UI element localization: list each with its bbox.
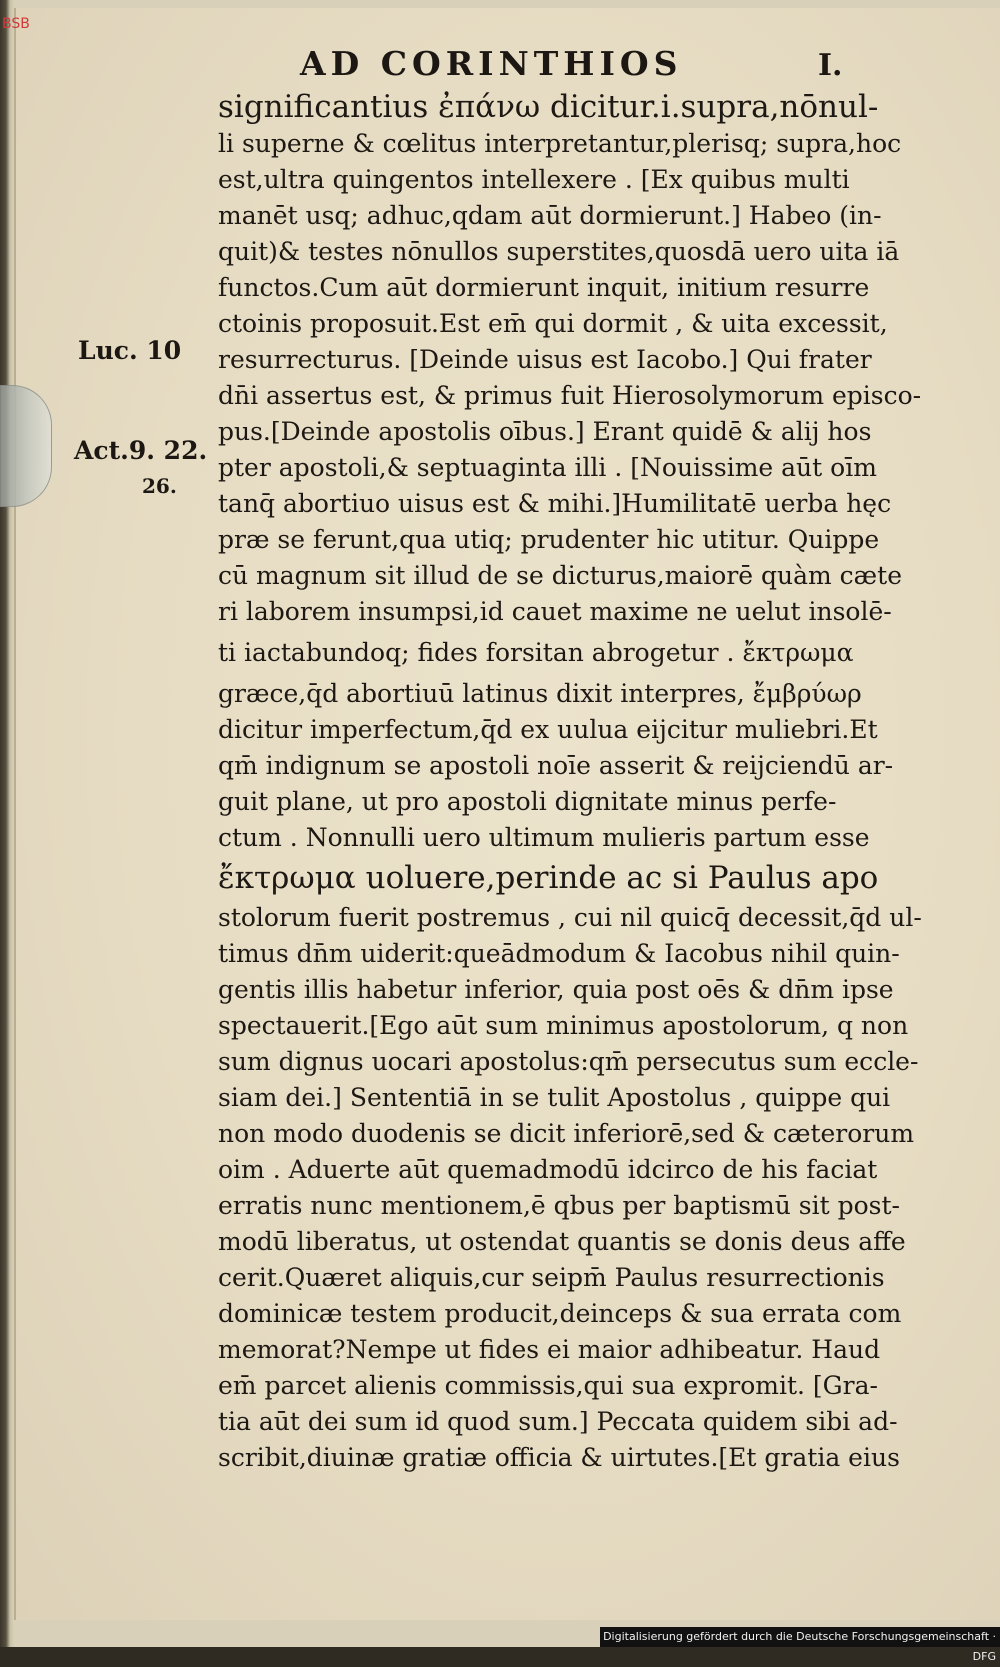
text-line: tia aūt dei sum id quod sum.] Peccata quidem sibi ad-	[218, 1407, 898, 1436]
text-line: cū magnum sit illud de se dicturus,maiorē quàm cæte	[218, 561, 903, 590]
text-line: timus dn̄m uiderit:queādmodum & Iacobus nihil quin-	[218, 939, 900, 968]
margin-note-luc: Luc. 10	[78, 336, 182, 365]
text-line: qm̄ indignum se apostoli noīe asserit & reijciendū ar-	[218, 751, 894, 780]
text-line: scribit,diuinæ gratiæ officia & uirtutes.[Et gratia eius	[218, 1443, 900, 1472]
text-line: spectauerit.[Ego aūt sum minimus apostolorum, q non	[218, 1011, 909, 1040]
library-watermark: BSB	[2, 16, 30, 32]
text-line: modū liberatus, ut ostendat quantis se donis deus affe	[218, 1227, 906, 1256]
text-line: dominicæ testem producit,deinceps & sua errata com	[218, 1299, 902, 1328]
text-line: siam dei.] Sententiā in se tulit Apostolus , quippe qui	[218, 1083, 891, 1112]
text-line: memorat?Nempe ut fides ei maior adhibeatur. Haud	[218, 1335, 881, 1364]
text-line: erratis nunc mentionem,ē qbus per baptismū sit post-	[218, 1191, 900, 1220]
text-line: græce,q̄d abortiuū latinus dixit interpres, ἔμβρύωρ	[218, 679, 862, 708]
text-line: non modo duodenis se dicit inferiorē,sed & cæterorum	[218, 1119, 915, 1148]
margin-note-act: Act.9. 22.	[74, 436, 208, 465]
text-line: oim . Aduerte aūt quemadmodū idcirco de his faciat	[218, 1155, 878, 1184]
page-clip	[0, 385, 52, 507]
text-line: dicitur imperfectum,q̄d ex uulua eijcitur muliebri.Et	[218, 715, 878, 744]
text-line: ctoinis proposuit.Est em̄ qui dormit , & uita excessit,	[218, 309, 888, 338]
margin-note-act-cont: 26.	[142, 474, 177, 498]
text-line: stolorum fuerit postremus , cui nil quicq̄ decessit,q̄d ul-	[218, 903, 922, 932]
text-line: em̄ parcet alienis commissis,qui sua expromit. [Gra-	[218, 1371, 878, 1400]
text-line: est,ultra quingentos intellexere . [Ex quibus multi	[218, 165, 850, 194]
text-line: pter apostoli,& septuaginta illi . [Nouissime aūt oīm	[218, 453, 877, 482]
running-title: AD CORINTHIOS	[300, 44, 683, 83]
text-line: ri laborem insumpsi,id cauet maxime ne uelut insolē-	[218, 597, 892, 626]
text-line: manēt usq; adhuc,qdam aūt dormierunt.] Habeo (in-	[218, 201, 882, 230]
text-line: ἔκτρωμα uoluere,perinde ac si Paulus apo	[218, 860, 879, 896]
text-line: ti iactabundoq; fides forsitan abrogetur . ἔκτρωμα	[218, 638, 854, 667]
text-line: sum dignus uocari apostolus:qm̄ persecutus sum eccle-	[218, 1047, 919, 1076]
text-line: præ se ferunt,qua utiq; prudenter hic utitur. Quippe	[218, 525, 880, 554]
text-line: tanq̄ abortiuo uisus est & mihi.]Humilitatē uerba hęc	[218, 489, 892, 518]
folio-number: I.	[818, 48, 843, 83]
text-line: dn̄i assertus est, & primus fuit Hierosolymorum episco-	[218, 381, 922, 410]
text-line: li superne & cœlitus interpretantur,plerisq; supra,hoc	[218, 129, 902, 158]
text-line: gentis illis habetur inferior, quia post oēs & dn̄m ipse	[218, 975, 894, 1004]
text-line: cerit.Quæret aliquis,cur seipm̄ Paulus resurrectionis	[218, 1263, 885, 1292]
text-line: significantius ἐπάνω dicitur.i.supra,nōnul-	[218, 89, 879, 125]
text-line: pus.[Deinde apostolis oībus.] Erant quidē & alij hos	[218, 417, 872, 446]
text-line: functos.Cum aūt dormierunt inquit, initium resurre	[218, 273, 870, 302]
text-line: resurrecturus. [Deinde uisus est Iacobo.] Qui frater	[218, 345, 872, 374]
text-line: ctum . Nonnulli uero ultimum mulieris partum esse	[218, 823, 870, 852]
text-line: guit plane, ut pro apostoli dignitate minus perfe-	[218, 787, 837, 816]
text-line: quit)& testes nōnullos superstites,quosdā uero uita iā	[218, 237, 900, 266]
funding-credit-footer: Digitalisierung gefördert durch die Deutsche Forschungsgemeinschaft · DFG	[600, 1627, 1000, 1647]
body-text	[218, 88, 922, 1476]
